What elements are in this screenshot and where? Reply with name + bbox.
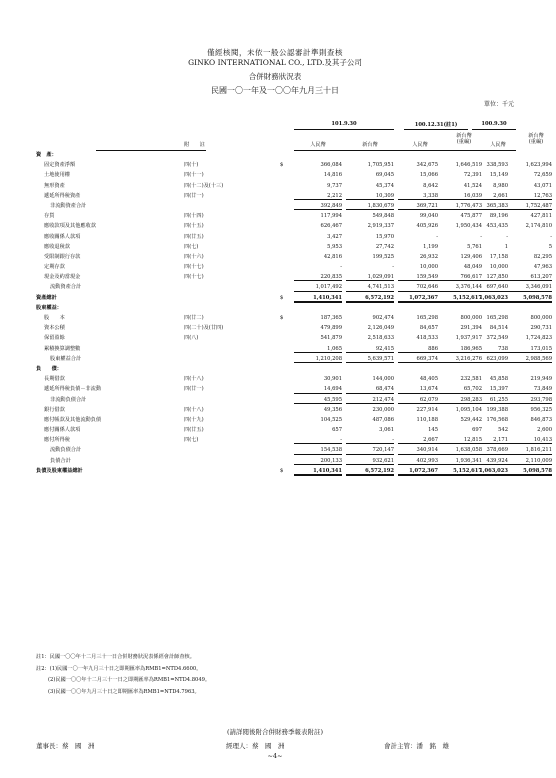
row-value: 1,017,492 [294,285,342,291]
table-row [36,334,552,344]
row-note: 四(十六) [184,253,204,260]
row-label: 土地使用權 [44,172,70,179]
row-value: 657 [332,427,342,434]
table-row [36,457,552,467]
row-value: 290,731 [530,325,552,332]
row-value: 1,063,023 [472,469,508,476]
table-row [36,263,552,273]
row-value: 62,079 [398,398,438,404]
footnote-3: (2)民國一〇〇年十二月三十一日之即期匯率為RMB1=NTD4.8049。 [36,677,211,683]
row-label: 資本公積 [44,325,65,332]
row-label: 累積換算調整數 [44,345,81,352]
row-value: 89,196 [489,213,508,220]
row-note: 四(七) [184,243,199,250]
row-value: 956,325 [530,406,552,413]
col-head-rmb: 人民幣 [310,142,326,148]
closing-note: (請詳閱後附合併財務季報表附註) [226,728,324,736]
currency-symbol: $ [280,162,284,169]
col-head-rmb: 人民幣 [490,142,506,148]
row-value: 92,415 [346,347,394,353]
row-label: 非流動資產合計 [50,202,87,209]
row-value: 42,816 [323,253,342,260]
row-value: 1,199 [423,243,438,250]
row-value: 212,474 [346,398,394,404]
row-value: 6,572,192 [346,296,394,303]
currency-symbol: $ [280,315,284,321]
footnote-4: (3)民國一〇〇年九月三十日之即期匯率為RMB1=NTD4.7963。 [36,688,200,695]
row-value: 1,410,341 [294,296,342,303]
row-label: 定期存款 [44,264,65,271]
table-row [36,233,552,243]
row-value: 3,061 [379,427,394,434]
row-value: 1,936,341 [438,459,482,465]
row-value: 372,549 [486,335,508,342]
row-value: 1,210,208 [294,357,342,363]
row-value: 104,525 [320,416,342,423]
row-value: 886 [398,347,438,353]
statement-title: 合併財務狀況表 [248,72,302,81]
footnotes [36,652,210,698]
row-label: 保留盈餘 [44,335,65,342]
row-value: 187,365 [320,315,342,321]
row-label: 非流動負債合計 [50,396,87,403]
row-value: 5,098,578 [508,469,552,476]
row-value: 17,158 [489,253,508,260]
row-value: 4,741,513 [346,285,394,291]
row-value: 199,525 [372,253,394,260]
group-2011-09: 100.9.30 [481,121,507,127]
row-label: 資產總計 [36,294,57,301]
row-value: 3,427 [327,233,342,240]
row-value: 1,724,823 [525,335,552,342]
row-note: 四(十五) [184,223,204,230]
row-label: 存貨 [44,213,55,220]
row-value: 13,674 [398,387,438,393]
table-row [36,222,552,232]
row-value: 165,298 [486,315,508,321]
row-value: 10,000 [489,264,508,271]
row-value: 2,171 [472,438,508,444]
row-value: 402,993 [398,459,438,465]
row-value: 110,188 [416,416,438,423]
row-value: 738 [472,347,508,353]
row-value: 8,642 [423,182,438,189]
row-note: 四(十七) [184,274,204,281]
row-value: - [392,264,394,271]
row-value: 1,029,091 [346,275,394,281]
row-value: 427,811 [530,213,552,220]
table-row [36,202,552,212]
row-value: 10,000 [419,264,438,271]
row-value: 65,702 [438,387,482,393]
row-label: 應收款項及其他應收款 [44,223,96,230]
table-row [36,253,552,263]
col-head-ntd-restated: 新台幣 (重編) [456,133,472,145]
row-note: 四(八) [184,335,199,342]
row-label: 應付關係人款項 [44,427,81,434]
row-value: 5,152,617 [438,469,482,476]
row-value: 702,646 [398,285,438,291]
balance-sheet [36,151,552,477]
row-value: 219,949 [530,376,552,383]
footnote-2: 註2：(1)民國一〇一年九月三十日之即期匯率為RMB1=NTD4.6600。 [36,665,202,672]
row-value: 165,298 [416,315,438,321]
row-value: 232,581 [460,376,482,383]
row-value: 541,879 [320,335,342,342]
row-value: 1,072,367 [398,469,438,476]
row-note: 四(十一) [184,172,204,179]
row-value: 720,147 [346,448,394,454]
table-row [36,314,552,324]
company-name: GINKO INTERNATIONAL CO., LTD.及其子公司 [188,58,362,67]
note-header: 附 註 [184,142,205,148]
row-value: 48,049 [463,264,482,271]
review-notice: 僅經核閱，未依一般公認審計準則查核 [207,48,343,57]
row-value: 298,283 [438,398,482,404]
row-label: 受限制銀行存款 [44,253,81,260]
row-value: 3,216,276 [438,357,482,363]
row-value: 932,621 [346,459,394,465]
table-row [36,212,552,222]
row-note: 四(十七) [184,264,204,271]
row-value: 186,965 [438,347,482,353]
row-label: 應付所得稅 [44,437,70,444]
row-value: 45,374 [375,182,394,189]
col-head-ntd-restated: 新台幣 (重編) [528,133,544,145]
row-label: 股東權益合計 [50,355,82,362]
row-value: 1,950,434 [455,223,482,230]
row-value: 12,815 [438,438,482,444]
row-value: 475,877 [460,213,482,220]
row-value: 479,899 [320,325,342,332]
row-value: 626,467 [320,223,342,230]
row-value: 2,988,569 [508,357,552,363]
row-note: 四(廿一) [184,386,204,393]
row-value: 846,873 [530,416,552,423]
statement-date: 民國一〇一年及一〇〇年九月三十日 [211,86,339,95]
row-value: 84,514 [489,325,508,332]
row-value: 173,015 [508,347,552,353]
row-value: 30,901 [323,376,342,383]
row-value: 453,435 [486,223,508,230]
row-value: 61,255 [472,398,508,404]
row-value: 16,039 [438,194,482,200]
group-2011-12: 100.12.31(註1) [414,122,458,128]
row-value: 366,084 [320,162,342,169]
row-note: 四(十四) [184,213,204,220]
row-value: 697,640 [472,285,508,291]
row-value: 15,397 [472,387,508,393]
table-row [36,161,552,171]
row-note: 四(十八) [184,406,204,413]
row-value: 5,639,571 [346,357,394,363]
table-row [36,446,552,456]
row-value: 369,721 [398,204,438,210]
row-label: 應收退稅款 [44,243,70,250]
row-value: 338,593 [486,162,508,169]
row-value: 365,383 [472,204,508,210]
row-note: 四(七) [184,437,199,444]
footnote-1: 註1：民國一〇〇年十二月三十一日合併財務狀況表係經會計師查核。 [36,654,195,660]
row-value: 48,405 [419,376,438,383]
row-value: 47,963 [533,264,552,271]
row-value: 3,346,091 [508,285,552,291]
row-value: 176,568 [486,416,508,423]
table-row [36,396,552,406]
row-value: 129,406 [460,253,482,260]
row-value: - [436,233,438,240]
row-value: 2,667 [398,438,438,444]
table-row [36,151,516,161]
row-value: 1 [504,243,508,250]
row-value: 14,694 [294,387,342,393]
row-value: 2,518,633 [367,335,394,342]
row-value: 45,595 [294,398,342,404]
row-value: 73,849 [508,387,552,393]
row-value: 14,816 [323,172,342,179]
row-note: 四(廿五) [184,233,204,240]
table-row [36,283,552,293]
row-label: 應付帳款及其他流動負債 [44,416,102,423]
row-value: - [506,233,508,240]
row-value: 902,474 [372,315,394,321]
row-value: 10,413 [508,438,552,444]
row-value: 1,065 [294,347,342,353]
table-row [36,304,516,314]
row-note: 四(廿一) [184,192,204,199]
row-value: 1,410,341 [294,469,342,476]
table-row [36,436,552,446]
table-row [36,171,552,181]
row-value: 1,063,023 [472,296,508,303]
row-value: 41,524 [463,182,482,189]
row-value: 3,338 [398,194,438,200]
row-value: 549,848 [372,213,394,220]
row-label: 遞延所得稅負債－非流動 [44,386,102,393]
row-label: 流動負債合計 [50,447,82,454]
page-number: ~4~ [267,752,283,760]
table-row [36,273,552,283]
table-row [36,375,552,385]
row-value: 418,533 [416,335,438,342]
row-label: 銀行借款 [44,406,65,413]
row-value: - [550,233,552,240]
row-value: - [340,264,342,271]
row-value: 529,442 [460,416,482,423]
row-note: 四(十二)及(十三) [184,182,224,189]
row-value: 84,657 [419,325,438,332]
row-value: 5,953 [327,243,342,250]
row-value: 43,071 [533,182,552,189]
row-value: 127,850 [472,275,508,281]
table-row [36,182,552,192]
row-value: 3,376,144 [438,285,482,291]
row-value: 766,617 [438,275,482,281]
currency-symbol: $ [280,294,284,301]
row-value: 487,086 [372,416,394,423]
column-header [36,121,544,151]
table-row [36,294,552,304]
row-value: 342,675 [416,162,438,169]
row-value: 1,638,058 [438,448,482,454]
col-head-rmb: 人民幣 [412,142,428,148]
row-value: 1,776,473 [438,204,482,210]
row-value: 159,549 [398,275,438,281]
table-row [36,426,552,436]
row-value: 72,391 [463,172,482,179]
row-label: 股東權益： [36,304,62,311]
row-value: 1,646,519 [455,162,482,169]
row-value: 2,212 [294,194,342,200]
row-value: 1,072,367 [398,296,438,303]
row-value: - [346,438,394,444]
row-note: 四(廿二) [184,315,204,321]
group-2012-09: 101.9.30 [331,121,357,127]
row-value: 1,752,487 [508,204,552,210]
row-value: 10,309 [346,194,394,200]
row-value: 15,149 [489,172,508,179]
row-value: 27,742 [375,243,394,250]
table-row [36,416,552,426]
row-value: 230,000 [372,406,394,413]
row-value: 2,661 [472,194,508,200]
row-value: 613,207 [508,275,552,281]
row-value: 15,066 [419,172,438,179]
row-note: 四(十九) [184,416,204,423]
row-value: 99,040 [419,213,438,220]
row-value: 5,761 [467,243,482,250]
row-label: 應收關係人款項 [44,233,81,240]
row-value: 623,099 [472,357,508,363]
row-value: 542 [498,427,508,434]
row-value: 2,110,009 [508,459,552,465]
row-value: - [294,438,342,444]
table-row [36,406,552,416]
table-row [36,243,552,253]
row-value: 697 [472,427,482,434]
row-value: 800,000 [460,315,482,321]
row-note: 四(十) [184,162,199,169]
row-value: 293,798 [508,398,552,404]
row-value: 5,152,617 [438,296,482,303]
table-row [36,192,552,202]
row-value: 45,858 [489,376,508,383]
table-row [36,345,552,355]
chairman-signature: 董事長：蔡 國 洲 [36,742,95,750]
row-value: 220,835 [294,275,342,281]
row-value: 227,914 [416,406,438,413]
row-value: 405,926 [416,223,438,230]
row-value: 2,919,337 [367,223,394,230]
row-value: 1,816,211 [508,448,552,454]
row-value: 200,133 [294,459,342,465]
row-value: 669,374 [398,357,438,363]
row-value: 1,623,994 [525,162,552,169]
row-value: 154,538 [294,448,342,454]
table-row [36,365,516,375]
group-underline [472,129,516,130]
row-value: 5 [548,243,552,250]
group-underline [404,129,468,130]
row-value: 5,098,578 [508,296,552,303]
table-row [36,385,552,395]
row-value: 144,000 [372,376,394,383]
row-value: 68,474 [346,387,394,393]
row-value: 392,849 [294,204,342,210]
row-value: 145 [428,427,438,434]
row-label: 遞延所得稅資產 [44,192,81,199]
row-label: 負 債： [36,365,62,372]
row-value: 6,572,192 [346,469,394,476]
table-row [36,467,552,477]
row-value: 2,174,810 [525,223,552,230]
unit-label: 單位：千元 [483,101,514,108]
row-value: 340,914 [398,448,438,454]
row-value: 82,295 [533,253,552,260]
row-value: 12,763 [508,194,552,200]
row-label: 流動資產合計 [50,284,82,291]
currency-symbol: $ [280,467,284,474]
row-value: 1,830,679 [346,204,394,210]
row-value: 439,924 [472,459,508,465]
row-value: 1,937,917 [455,335,482,342]
row-label: 長期借款 [44,376,65,383]
row-value: 8,980 [493,182,508,189]
row-note: 四(廿五) [184,427,204,434]
row-label: 資 產： [36,152,57,158]
row-label: 無形資產 [44,182,65,189]
row-label: 現金及約當現金 [44,274,81,281]
row-value: 2,600 [537,427,552,434]
row-note: 四(十八) [184,376,204,383]
row-label: 股 本 [44,315,65,321]
row-note: 四(二十)及(廿四) [184,325,224,332]
accountant-signature: 會計主管：潘 銘 雄 [384,742,449,750]
row-value: 291,394 [460,325,482,332]
row-value: 1,095,104 [455,406,482,413]
row-value: 117,994 [320,213,342,220]
row-value: 9,737 [327,182,342,189]
col-head-ntd: 新台幣 [362,142,378,148]
row-label: 負債合計 [50,457,71,464]
row-value: 2,126,049 [367,325,394,332]
row-value: 1,705,951 [367,162,394,169]
row-value: 800,000 [530,315,552,321]
row-value: 72,659 [533,172,552,179]
manager-signature: 經理人：蔡 國 洲 [226,742,285,750]
group-underline [294,129,394,130]
row-value: 15,970 [375,233,394,240]
table-row [36,324,552,334]
row-label: 固定資產淨額 [44,162,76,169]
row-value: 378,669 [472,448,508,454]
row-value: 69,045 [375,172,394,179]
row-value: 26,932 [419,253,438,260]
table-row [36,355,552,365]
row-value: 49,356 [323,406,342,413]
row-value: 199,388 [486,406,508,413]
row-label: 負債及股東權益總計 [36,467,83,474]
row-value: - [480,233,482,240]
